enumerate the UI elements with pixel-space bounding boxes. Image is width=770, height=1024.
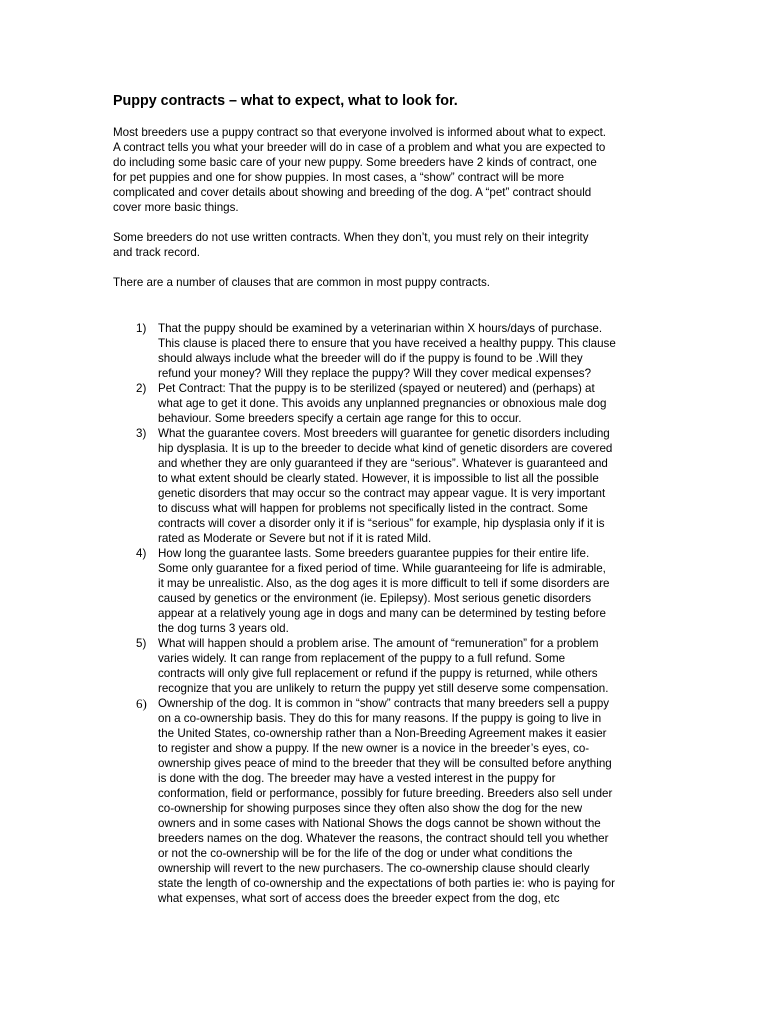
clause-item bbox=[0, 381, 616, 426]
clause-text: Ownership of the dog. It is common in “show” contracts that many breeders sell a puppy on a co-ownership basis. They do this for many reasons. If the puppy is going to live in the United States, co-ownership rather than a Non-Breeding Agreement makes it easier to register and show a puppy. If the new owner is a novice in the breeder’s eyes, co- ownership gives peace of mind to the breeder that they will be consulted before anything is done with the dog. The breeder may have a vested interest in the puppy for conformation, field or performance, possibly for future breeding. Breeders also sell under co-ownership for showing purposes since they often also show the dog for the new owners and in some cases with National Shows the dogs cannot be shown without the breeders names on the dog. Whatever the reasons, the contract should tell you whether or not the co-ownership will be for the life of the dog or under what conditions the ownership will revert to the new purchasers. The co-ownership clause should clearly state the length of co-ownership and the expectations of both parties ie: who is paying for what expenses, what sort of access does the breeder expect from the dog, etc bbox=[158, 697, 615, 905]
clause-item bbox=[0, 321, 616, 381]
clause-number: 1) bbox=[136, 322, 147, 335]
clause-item bbox=[0, 426, 616, 546]
clause-list bbox=[0, 321, 616, 906]
clause-number: 3) bbox=[136, 427, 147, 440]
intro-paragraph: Most breeders use a puppy contract so that everyone involved is informed about what to expect. A contract tells you what your breeder will do in case of a problem and what you are expected to do including some basic care of your new puppy. Some breeders have 2 kinds of contract, one for pet puppies and one for show puppies. In most cases, a “show” contract will be more complicated and cover details about showing and breeding of the dog. A “pet” contract should cover more basic things. bbox=[113, 126, 607, 214]
clause-item bbox=[0, 696, 616, 906]
clause-item bbox=[0, 636, 616, 696]
clause-number: 5) bbox=[136, 637, 147, 650]
document-title: Puppy contracts – what to expect, what to look for. bbox=[113, 93, 458, 109]
clause-text: What will happen should a problem arise. The amount of “remuneration” for a problem varies widely. It can range from replacement of the puppy to a full refund. Some contracts will only give full replacement or refund if the puppy is returned, while others recognize that you are unlikely to return the puppy yet still deserve some compensation. bbox=[158, 637, 609, 695]
clauses-intro-paragraph: There are a number of clauses that are common in most puppy contracts. bbox=[113, 276, 490, 289]
clause-number: 6) bbox=[136, 696, 147, 711]
clause-text: Pet Contract: That the puppy is to be sterilized (spayed or neutered) and (perhaps) at what age to get it done. This avoids any unplanned pregnancies or obnoxious male dog behaviour. Some breeders specify a certain age range for this to occur. bbox=[158, 382, 607, 425]
clause-item bbox=[0, 546, 616, 636]
clause-number: 4) bbox=[136, 547, 147, 560]
clause-text: What the guarantee covers. Most breeders will guarantee for genetic disorders including hip dysplasia. It is up to the breeder to decide what kind of genetic disorders are covered and whether they are only guaranteed if they are “serious”. Whatever is guaranteed and to what extent should be clearly stated. However, it is impossible to list all the possible genetic disorders that may occur so the contract may appear vague. It is very important to discuss what will happen for problems not specifically listed in the contract. Some contracts will cover a disorder only it if is “serious” for example, hip dysplasia only if it is rated as Moderate or Severe but not if it is rated Mild. bbox=[158, 427, 613, 545]
clause-number: 2) bbox=[136, 382, 147, 395]
clause-text: That the puppy should be examined by a veterinarian within X hours/days of purchase. This clause is placed there to ensure that you have received a healthy puppy. This clause should always include what the breeder will do if the puppy is found to be .Will they refund your money? Will they replace the puppy? Will they cover medical expenses? bbox=[158, 322, 616, 380]
clause-text: How long the guarantee lasts. Some breeders guarantee puppies for their entire life. Some only guarantee for a fixed period of time. While guaranteeing for life is admirable, it may be unrealistic. Also, as the dog ages it is more difficult to tell if some disorders are caused by genetics or the environment (ie. Epilepsy). Most serious genetic disorders appear at a relatively young age in dogs and many can be determined by testing before the dog turns 3 years old. bbox=[158, 547, 610, 635]
written-contracts-paragraph: Some breeders do not use written contracts. When they don’t, you must rely on their integrity and track record. bbox=[113, 231, 589, 259]
